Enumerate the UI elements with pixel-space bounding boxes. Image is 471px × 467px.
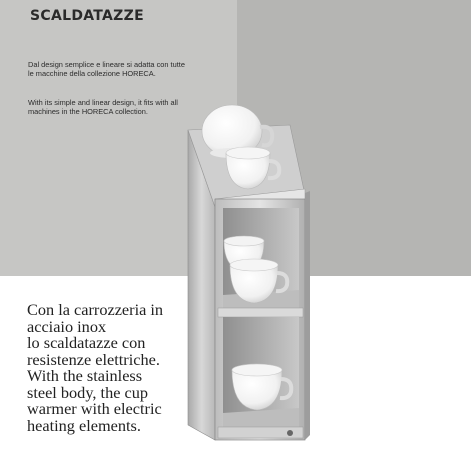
power-switch-icon <box>287 430 293 436</box>
body-line: warmer with electric <box>27 399 162 418</box>
body-line: acciaio inox <box>27 316 107 336</box>
cup-warmer-drawing <box>170 95 330 450</box>
body-line: Con la carrozzeria in <box>27 300 164 319</box>
description-english: With its simple and linear design, it fits with all machines in the HORECA collection. <box>28 98 178 117</box>
body-line: lo scaldatazze con <box>27 333 146 352</box>
page-title: SCALDATAZZE <box>30 8 144 24</box>
description-italian: Dal design semplice e lineare si adatta con tutte le macchine della collezione HORECA. <box>28 60 185 79</box>
body-line: With the stainless <box>27 366 143 385</box>
body-line: resistenze elettriche. <box>27 349 160 369</box>
body-line: steel body, the cup <box>27 382 149 402</box>
body-line: heating elements. <box>27 415 141 435</box>
cup-warmer-illustration <box>170 95 330 450</box>
shelf-upper <box>218 308 303 317</box>
